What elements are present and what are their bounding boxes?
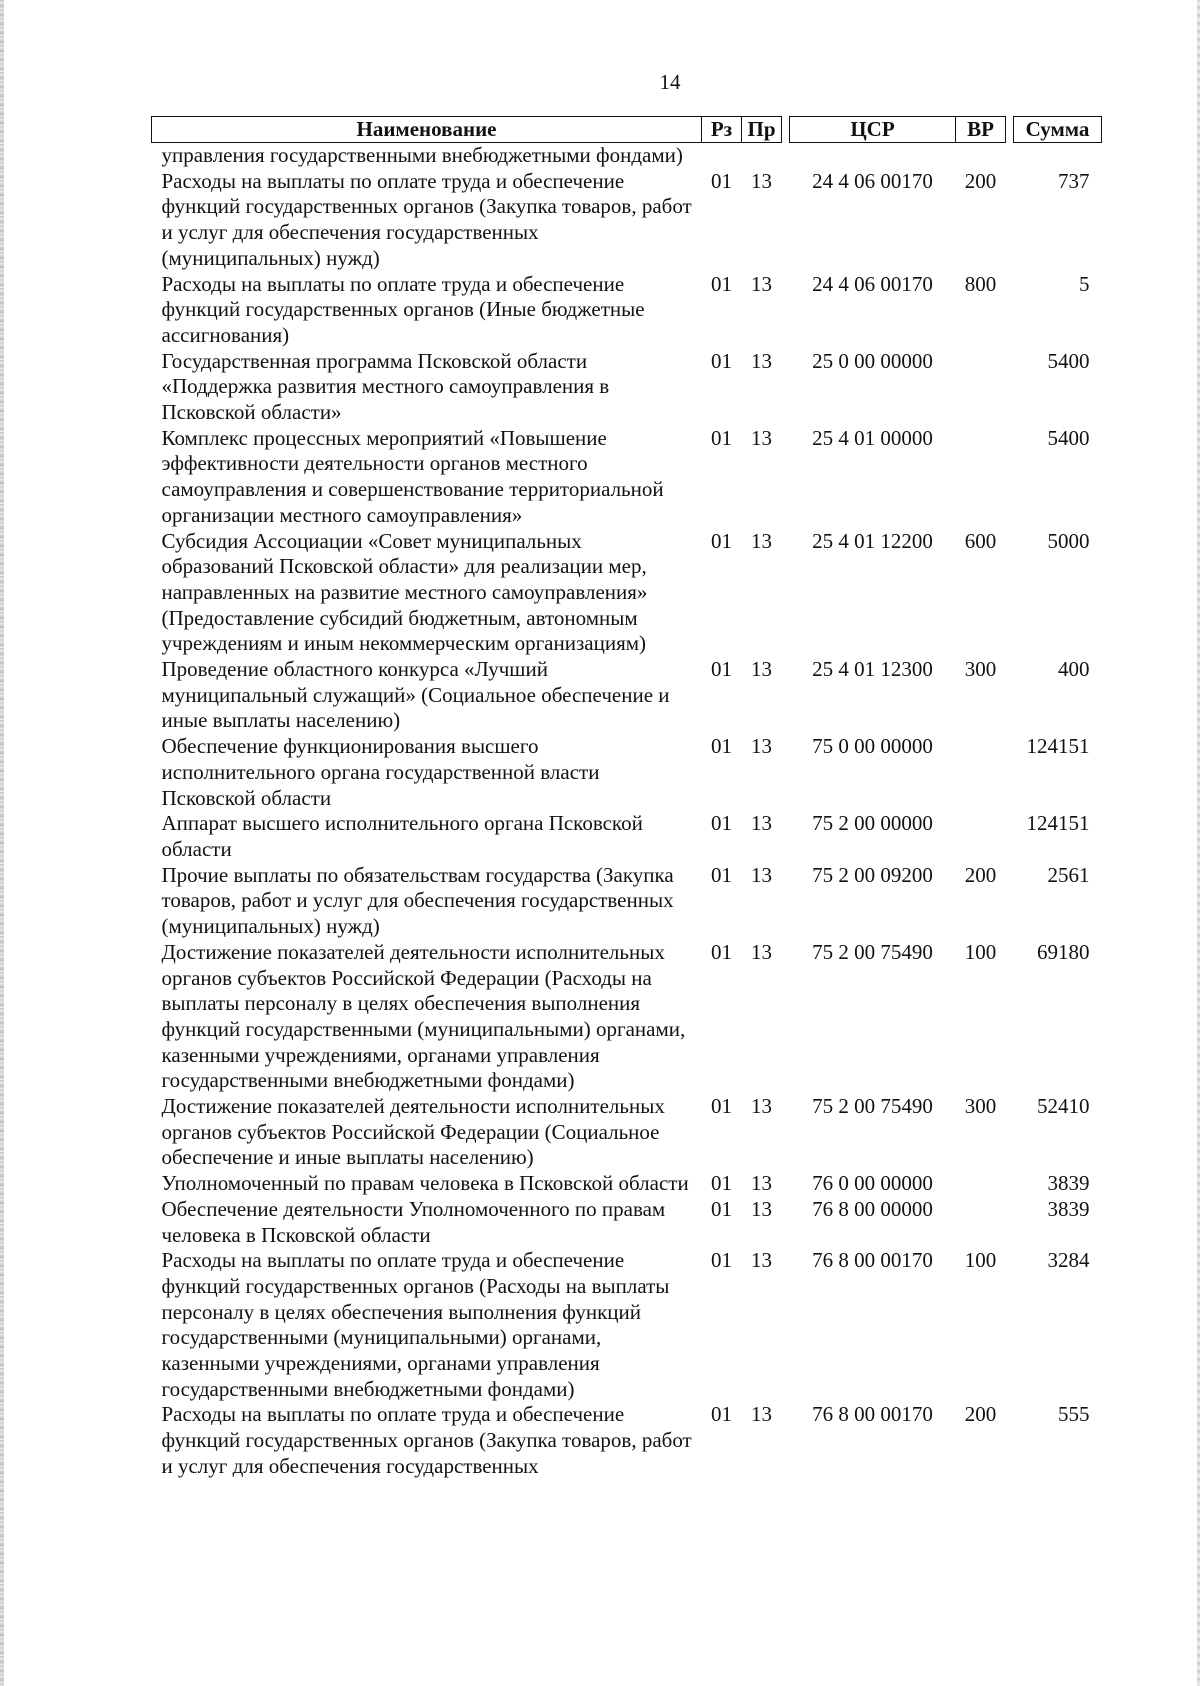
cell-csr: 75 2 00 00000	[812, 811, 933, 836]
cell-vr	[956, 1171, 1006, 1197]
cell-gap	[1006, 1094, 1014, 1171]
cell-pr: 13	[751, 734, 772, 759]
cell-csr	[790, 143, 956, 169]
cell-gap	[1006, 143, 1014, 169]
cell-vr: 200	[964, 862, 997, 887]
header-rz: Рз	[702, 117, 742, 143]
cell-sum: 5400	[1047, 348, 1090, 373]
cell-sum: 555	[1058, 1402, 1090, 1427]
table-header-row	[152, 117, 1102, 143]
cell-gap	[782, 940, 790, 1094]
table-row	[152, 734, 1102, 811]
cell-csr: 25 4 01 00000	[812, 425, 933, 450]
table-row	[152, 657, 1102, 734]
cell-name: Аппарат высшего исполнительного органа Псковской области	[161, 811, 643, 861]
cell-csr: 75 2 00 75490	[812, 939, 933, 964]
cell-rz: 01	[711, 528, 732, 553]
cell-sum: 737	[1058, 168, 1090, 193]
cell-gap	[782, 657, 790, 734]
cell-rz	[702, 143, 742, 169]
cell-gap	[782, 349, 790, 426]
cell-pr: 13	[751, 271, 772, 296]
cell-pr: 13	[751, 528, 772, 553]
cell-pr: 13	[751, 1402, 772, 1427]
header-sum: Сумма	[1014, 117, 1102, 143]
cell-pr: 13	[751, 348, 772, 373]
table-body	[152, 143, 1102, 1480]
header-pr: Пр	[742, 117, 782, 143]
table-row	[152, 272, 1102, 349]
cell-name: Обеспечение функционирования высшего исполнительного органа государственной власти Псковской области	[161, 734, 600, 810]
cell-pr: 13	[751, 168, 772, 193]
cell-csr: 76 0 00 00000	[812, 1171, 933, 1196]
cell-rz: 01	[711, 1248, 732, 1273]
table-row	[152, 169, 1102, 272]
cell-gap	[782, 426, 790, 529]
cell-sum: 3284	[1047, 1248, 1090, 1273]
cell-name: Обеспечение деятельности Уполномоченного по правам человека в Псковской области	[161, 1196, 666, 1247]
cell-rz: 01	[711, 862, 732, 887]
table-row	[152, 1248, 1102, 1402]
cell-gap	[782, 1248, 790, 1402]
cell-rz: 01	[711, 811, 732, 836]
cell-rz: 01	[711, 1402, 732, 1427]
header-csr: ЦСР	[790, 117, 956, 143]
cell-rz: 01	[711, 734, 732, 759]
cell-vr: 300	[964, 657, 997, 682]
cell-vr	[956, 1197, 1006, 1248]
cell-csr: 25 4 01 12200	[812, 528, 933, 553]
cell-gap	[1006, 1402, 1014, 1479]
cell-gap	[782, 734, 790, 811]
cell-gap	[782, 863, 790, 940]
cell-name: Проведение областного конкурса «Лучший муниципальный служащий» (Социальное обеспечение и иные выплаты населению)	[161, 657, 670, 733]
cell-gap	[782, 1197, 790, 1248]
cell-gap	[782, 811, 790, 862]
cell-gap	[782, 272, 790, 349]
cell-gap	[782, 1402, 790, 1479]
cell-name: Расходы на выплаты по оплате труда и обеспечение функций государственных органов (Закупка товаров, работ и услуг для обеспечения государственных	[161, 1402, 692, 1478]
cell-gap	[1006, 1248, 1014, 1402]
cell-gap	[1006, 426, 1014, 529]
cell-sum: 5000	[1047, 528, 1090, 553]
cell-rz: 01	[711, 348, 732, 373]
cell-sum: 5	[1079, 271, 1090, 296]
cell-gap	[1006, 1197, 1014, 1248]
cell-gap	[782, 1171, 790, 1197]
cell-gap	[782, 169, 790, 272]
cell-gap	[782, 529, 790, 658]
cell-sum: 2561	[1047, 862, 1090, 887]
cell-rz: 01	[711, 1094, 732, 1119]
cell-name: Расходы на выплаты по оплате труда и обеспечение функций государственных органов (Иные бюджетные ассигнования)	[161, 271, 645, 347]
cell-pr: 13	[751, 811, 772, 836]
cell-name: Расходы на выплаты по оплате труда и обеспечение функций государственных органов (Расходы на выплаты персоналу в целях обеспечения выполнения функций государственными (муниципальными) органами, казенными учреждениями, органами управления государственными внебюджетными фондами)	[161, 1248, 670, 1401]
header-name: Наименование	[152, 117, 702, 143]
cell-rz: 01	[711, 168, 732, 193]
cell-csr: 75 2 00 09200	[812, 862, 933, 887]
cell-gap	[782, 1094, 790, 1171]
page-number: 14	[659, 70, 681, 94]
cell-vr: 600	[964, 528, 997, 553]
cell-rz: 01	[711, 271, 732, 296]
table-row	[152, 1402, 1102, 1479]
cell-gap	[1006, 349, 1014, 426]
cell-csr: 75 0 00 00000	[812, 734, 933, 759]
table-row	[152, 349, 1102, 426]
cell-name: Достижение показателей деятельности исполнительных органов субъектов Российской Федерации (Расходы на выплаты персоналу в целях обеспечения выполнения функций государственными (муниципальными) органами, казенными учреждениями, органами управления государственными внебюджетными фондами)	[161, 939, 686, 1093]
table-row	[152, 426, 1102, 529]
cell-csr: 76 8 00 00170	[812, 1402, 933, 1427]
cell-pr: 13	[751, 939, 772, 964]
cell-rz: 01	[711, 939, 732, 964]
cell-vr: 100	[964, 1248, 997, 1273]
table-row	[152, 529, 1102, 658]
cell-vr: 200	[964, 1402, 997, 1427]
header-gap	[782, 117, 790, 143]
cell-vr	[956, 811, 1006, 862]
cell-pr: 13	[751, 1094, 772, 1119]
cell-vr: 300	[964, 1094, 997, 1119]
cell-rz: 01	[711, 425, 732, 450]
cell-name: Уполномоченный по правам человека в Псковской области	[161, 1171, 689, 1196]
cell-name: Государственная программа Псковской области «Поддержка развития местного самоуправления в Псковской области»	[161, 348, 610, 425]
cell-pr: 13	[751, 657, 772, 682]
budget-table	[151, 116, 1102, 1480]
cell-pr: 13	[751, 1171, 772, 1196]
cell-gap	[782, 143, 790, 169]
cell-name: Комплекс процессных мероприятий «Повышение эффективности деятельности органов местного самоуправления и совершенствование территориальной организации местного самоуправления»	[161, 425, 664, 527]
cell-sum: 3839	[1047, 1196, 1090, 1221]
cell-csr: 24 4 06 00170	[812, 168, 933, 193]
cell-gap	[1006, 169, 1014, 272]
cell-gap	[1006, 272, 1014, 349]
cell-name: Расходы на выплаты по оплате труда и обеспечение функций государственных органов (Закупка товаров, работ и услуг для обеспечения государственных (муниципальных) нужд)	[161, 168, 692, 270]
cell-vr: 100	[964, 939, 997, 964]
cell-vr	[956, 426, 1006, 529]
cell-gap	[1006, 863, 1014, 940]
table-row	[152, 1171, 1102, 1197]
cell-csr: 75 2 00 75490	[812, 1094, 933, 1119]
cell-gap	[1006, 734, 1014, 811]
cell-sum: 69180	[1037, 939, 1090, 964]
cell-name: Достижение показателей деятельности исполнительных органов субъектов Российской Федерации (Социальное обеспечение и иные выплаты населению)	[161, 1094, 665, 1170]
cell-pr: 13	[751, 862, 772, 887]
cell-name: управления государственными внебюджетными фондами)	[161, 143, 683, 167]
header-gap	[1006, 117, 1014, 143]
cell-sum	[1014, 143, 1102, 169]
cell-sum: 3839	[1047, 1171, 1090, 1196]
cell-gap	[1006, 1171, 1014, 1197]
cell-gap	[1006, 657, 1014, 734]
scan-edge-left	[0, 0, 4, 1686]
table-row	[152, 863, 1102, 940]
table-row	[152, 1094, 1102, 1171]
cell-vr	[956, 349, 1006, 426]
cell-csr: 25 4 01 12300	[812, 657, 933, 682]
cell-vr	[956, 734, 1006, 811]
cell-pr: 13	[751, 1196, 772, 1221]
cell-gap	[1006, 529, 1014, 658]
cell-gap	[1006, 940, 1014, 1094]
cell-vr: 200	[964, 168, 997, 193]
cell-csr: 25 0 00 00000	[812, 348, 933, 373]
cell-vr: 800	[964, 271, 997, 296]
cell-sum: 124151	[1026, 811, 1090, 836]
cell-sum: 5400	[1047, 425, 1090, 450]
cell-csr: 76 8 00 00170	[812, 1248, 933, 1273]
cell-name: Субсидия Ассоциации «Совет муниципальных образований Псковской области» для реализации мер, направленных на развитие местного самоуправления» (Предоставление субсидий бюджетным, автономным учреждениям и иным некоммерческим организациям)	[161, 528, 648, 656]
cell-pr	[742, 143, 782, 169]
table-row	[152, 811, 1102, 862]
cell-vr	[956, 143, 1006, 169]
cell-pr: 13	[751, 425, 772, 450]
header-vr: ВР	[956, 117, 1006, 143]
table-row	[152, 143, 1102, 169]
cell-sum: 124151	[1026, 734, 1090, 759]
cell-sum: 52410	[1037, 1094, 1090, 1119]
table-row	[152, 940, 1102, 1094]
cell-rz: 01	[711, 657, 732, 682]
cell-gap	[1006, 811, 1014, 862]
cell-rz: 01	[711, 1171, 732, 1196]
cell-sum: 400	[1058, 657, 1090, 682]
cell-pr: 13	[751, 1248, 772, 1273]
cell-csr: 76 8 00 00000	[812, 1196, 933, 1221]
cell-csr: 24 4 06 00170	[812, 271, 933, 296]
cell-rz: 01	[711, 1196, 732, 1221]
table-row	[152, 1197, 1102, 1248]
cell-name: Прочие выплаты по обязательствам государства (Закупка товаров, работ и услуг для обеспечения государственных (муниципальных) нужд)	[161, 862, 674, 939]
